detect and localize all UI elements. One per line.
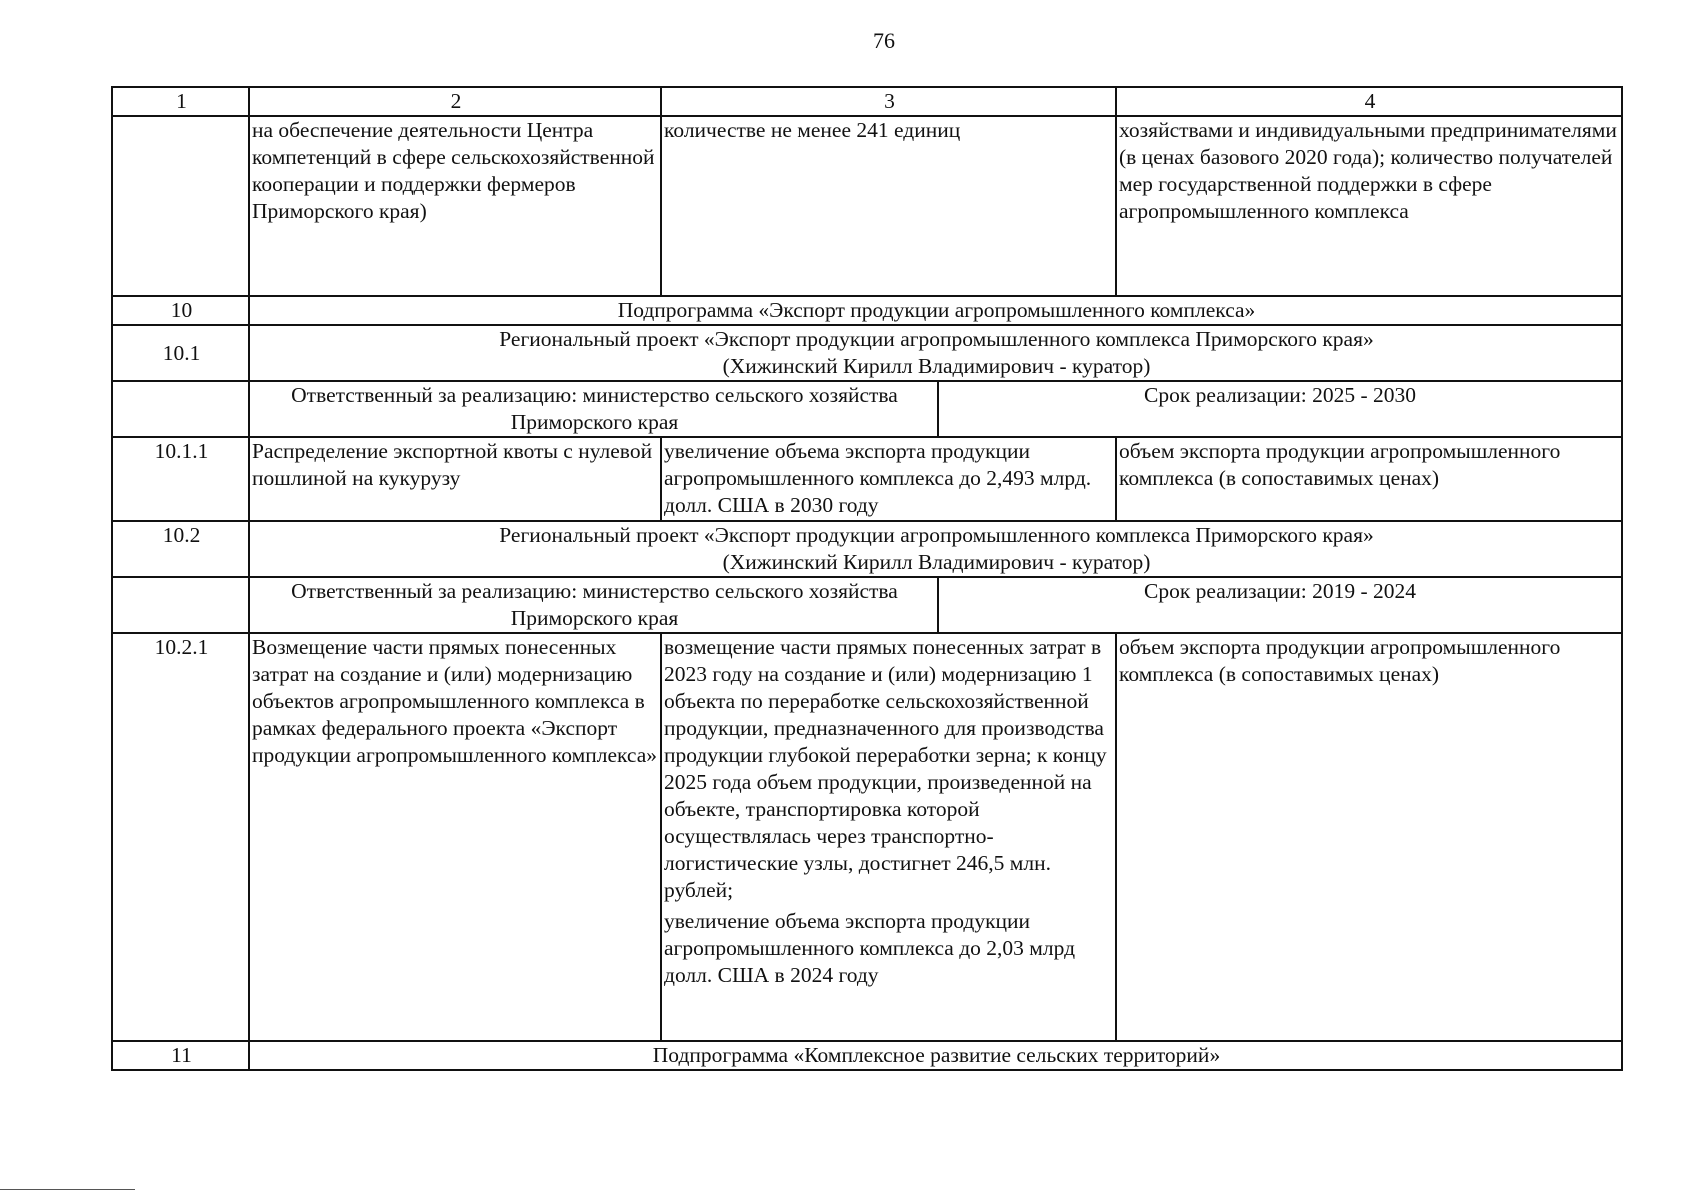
subprogram-title: Подпрограмма «Экспорт продукции агропромышленного комплекса» <box>249 296 1622 325</box>
row-number: 10.1 <box>112 325 249 381</box>
responsible-row <box>112 381 1622 437</box>
row-number: 10 <box>112 296 249 325</box>
result-paragraph: возмещение части прямых понесенных затрат в 2023 году на создание и (или) модернизацию 1 объекта по переработке сельскохозяйственной продукции, предназначенного для производства продукции глубокой переработки зерна; к концу 2025 года объем продукции, произведенной на объекте, транспортировка которой осуществлялась через транспортно-логистические узлы, достигнет 246,5 млн. рублей; <box>664 635 1107 902</box>
table-row <box>112 437 1622 521</box>
indicator-cell: объем экспорта продукции агропромышленного комплекса (в сопоставимых ценах) <box>1116 633 1622 1041</box>
row-number: 11 <box>112 1041 249 1070</box>
result-cell: количестве не менее 241 единиц <box>661 116 1116 296</box>
responsible-row <box>112 577 1622 633</box>
subprogram-row <box>112 296 1622 325</box>
project-curator-line: (Хижинский Кирилл Владимирович - куратор) <box>722 550 1151 574</box>
program-table <box>111 86 1623 1071</box>
subprogram-row <box>112 1041 1622 1070</box>
responsible-text: Ответственный за реализацию: министерство сельского хозяйства Приморского края <box>252 382 939 436</box>
project-title <box>249 521 1622 577</box>
indicator-cell: объем экспорта продукции агропромышленного комплекса (в сопоставимых ценах) <box>1116 437 1622 521</box>
project-title-line: Региональный проект «Экспорт продукции агропромышленного комплекса Приморского края» <box>499 327 1374 351</box>
row-number: 10.2.1 <box>112 633 249 1041</box>
footer-rule <box>0 1189 135 1190</box>
col-header-1: 1 <box>112 87 249 116</box>
result-paragraph: увеличение объема экспорта продукции агропромышленного комплекса до 2,03 млрд долл. США в 2024 году <box>664 909 1076 987</box>
project-title <box>249 325 1622 381</box>
result-cell <box>661 633 1116 1041</box>
activity-cell: Возмещение части прямых понесенных затрат на создание и (или) модернизацию объектов агропромышленного комплекса в рамках федерального проекта «Экспорт продукции агропромышленного комплекса» <box>249 633 661 1041</box>
row-number <box>112 381 249 437</box>
col-header-4: 4 <box>1116 87 1622 116</box>
project-curator-line: (Хижинский Кирилл Владимирович - куратор) <box>722 354 1151 378</box>
col-header-2: 2 <box>249 87 661 116</box>
row-number: 10.2 <box>112 521 249 577</box>
responsible-text: Ответственный за реализацию: министерство сельского хозяйства Приморского края <box>252 578 939 632</box>
indicator-cell: хозяйствами и индивидуальными предпринимателями (в ценах базового 2020 года); количество получателей мер государственной поддержки в сфере агропромышленного комплекса <box>1116 116 1622 296</box>
page-number: 76 <box>873 28 895 53</box>
result-cell: увеличение объема экспорта продукции агропромышленного комплекса до 2,493 млрд. долл. США в 2030 году <box>661 437 1116 521</box>
project-title-line: Региональный проект «Экспорт продукции агропромышленного комплекса Приморского края» <box>499 523 1374 547</box>
row-number: 10.1.1 <box>112 437 249 521</box>
project-row <box>112 325 1622 381</box>
activity-cell: Распределение экспортной квоты с нулевой пошлиной на кукурузу <box>249 437 661 521</box>
row-number <box>112 577 249 633</box>
activity-cell: на обеспечение деятельности Центра компетенций в сфере сельскохозяйственной кооперации и поддержки фермеров Приморского края) <box>249 116 661 296</box>
term-text: Срок реализации: 2025 - 2030 <box>1144 383 1416 407</box>
term-text: Срок реализации: 2019 - 2024 <box>1144 579 1416 603</box>
col-header-3: 3 <box>661 87 1116 116</box>
subprogram-title: Подпрограмма «Комплексное развитие сельских территорий» <box>249 1041 1622 1070</box>
row-number <box>112 116 249 296</box>
table-row <box>112 633 1622 1041</box>
responsible-cell <box>249 381 1622 437</box>
table-header-row <box>112 87 1622 116</box>
responsible-cell <box>249 577 1622 633</box>
project-row <box>112 521 1622 577</box>
table-row <box>112 116 1622 296</box>
